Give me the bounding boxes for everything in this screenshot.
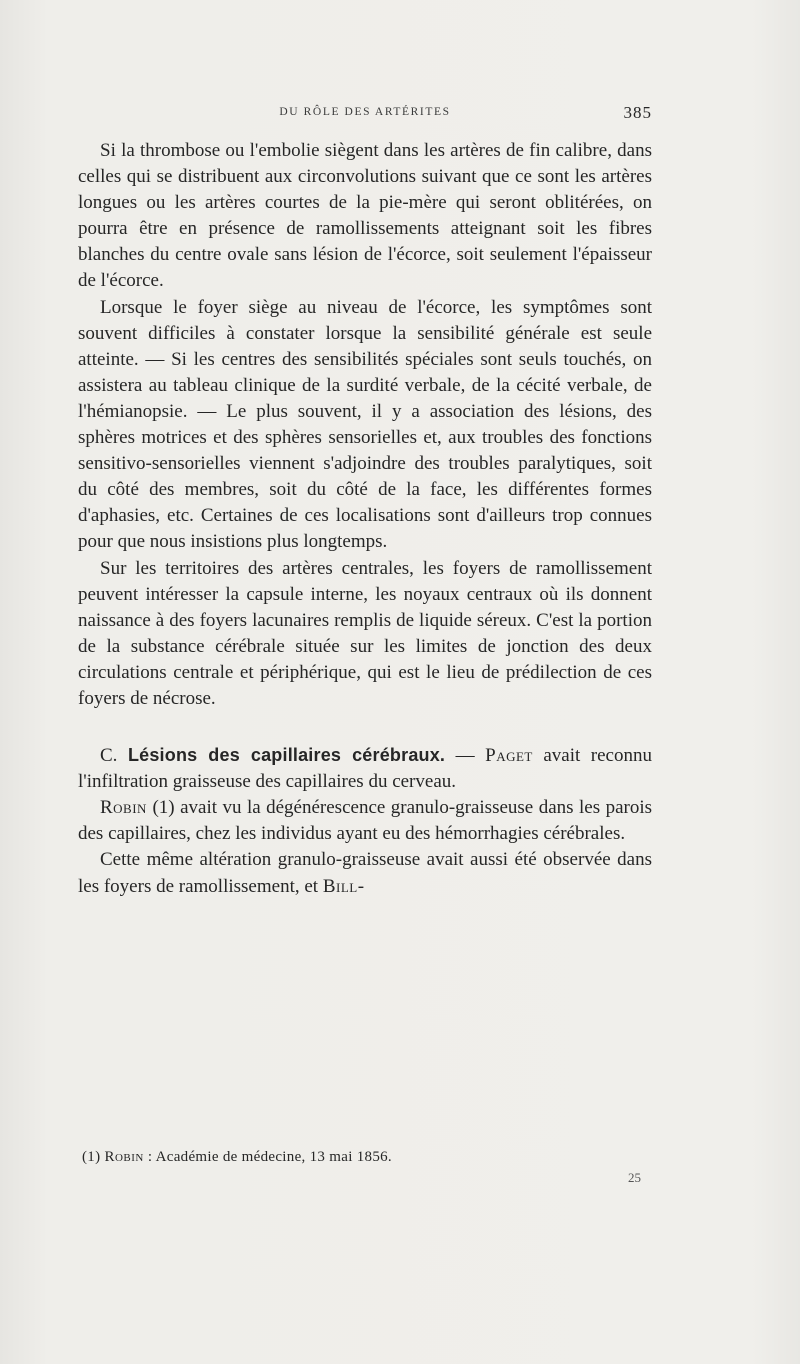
footnote [82, 1149, 652, 1166]
page-number: 385 [623, 103, 652, 122]
section-capillaires [78, 742, 652, 900]
author-robin: Robin [100, 797, 147, 819]
paragraph-ecorce: Lorsque le foyer siège au niveau de l'écorce, les symptômes sont souvent difficiles à constater lorsque la sensibilité générale est seule atteinte. — Si les centres des sensibilités spéciales sont seuls touchés, on assistera au tableau clinique de la surdité verbale, de la cécité verbale, de l'hémianopsie. — Le plus souvent, il y a association des lésions, des sphères motrices et des sphères sensorielles et, aux troubles des fonctions sensitivo-sensorielles viennent s'adjoindre des troubles paralytiques, soit du côté des membres, soit du côté de la face, les différentes formes d'aphasies, etc. Certaines de ces localisations sont d'ailleurs trop connues pour que nous insistions plus longtemps. [78, 296, 652, 553]
paragraph-arteres-centrales: Sur les territoires des artères centrales, les foyers de ramollissement peuvent intéresser la capsule interne, les noyaux centraux où ils donnent naissance à des foyers lacunaires remplis de liquide séreux. C'est la portion de la substance cérébrale située sur les limites de jonction des deux circulations centrale et périphérique, qui est le lieu de prédilection de ces foyers de nécrose. [78, 557, 652, 709]
paragraph-robin-text: avait vu la dégénérescence granulo-graisseuse dans les parois des capillaires, chez les individus ayant eu des hémorrhagies cérébrales. [78, 797, 653, 845]
footnote-reference: (1) [152, 797, 175, 819]
footnote-author: Robin [104, 1149, 144, 1165]
paragraph-robin [78, 795, 652, 847]
author-paget: Paget [485, 745, 533, 767]
footnote-text: : Académie de médecine, 13 mai 1856. [147, 1149, 392, 1165]
section-paragraph [78, 742, 652, 795]
page-header [78, 103, 652, 130]
body-text [78, 138, 652, 900]
signature-mark: 25 [628, 1170, 641, 1185]
paragraph-thrombose: Si la thrombose ou l'embolie siègent dans les artères de fin calibre, dans celles qui se distribuent aux circonvolutions suivant que ce sont les artères longues ou les artères courtes de la pie-mère qui seront oblitérées, on pourra être en présence de ramollissements atteignant soit les fibres blanches du centre ovale sans lésion de l'écorce, soit seulement l'épaisseur de l'écorce. [78, 140, 652, 292]
running-title: DU RÔLE DES ARTÉRITES [279, 106, 451, 118]
section-text: avait reconnu l'infiltration graisseuse des capillaires du cerveau. [78, 745, 652, 793]
section-title: Lésions des capillaires cérébraux. [127, 745, 446, 766]
author-fragment: Bill- [322, 875, 365, 897]
section-letter: C. [100, 745, 118, 767]
footnote-marker: (1) [82, 1149, 101, 1165]
section-dash: — [455, 745, 475, 767]
paragraph-alteration-text: Cette même altération granulo-graisseuse avait aussi été observée dans les foyers de ramollissement, et [78, 849, 652, 897]
paragraph-alteration [78, 847, 652, 899]
